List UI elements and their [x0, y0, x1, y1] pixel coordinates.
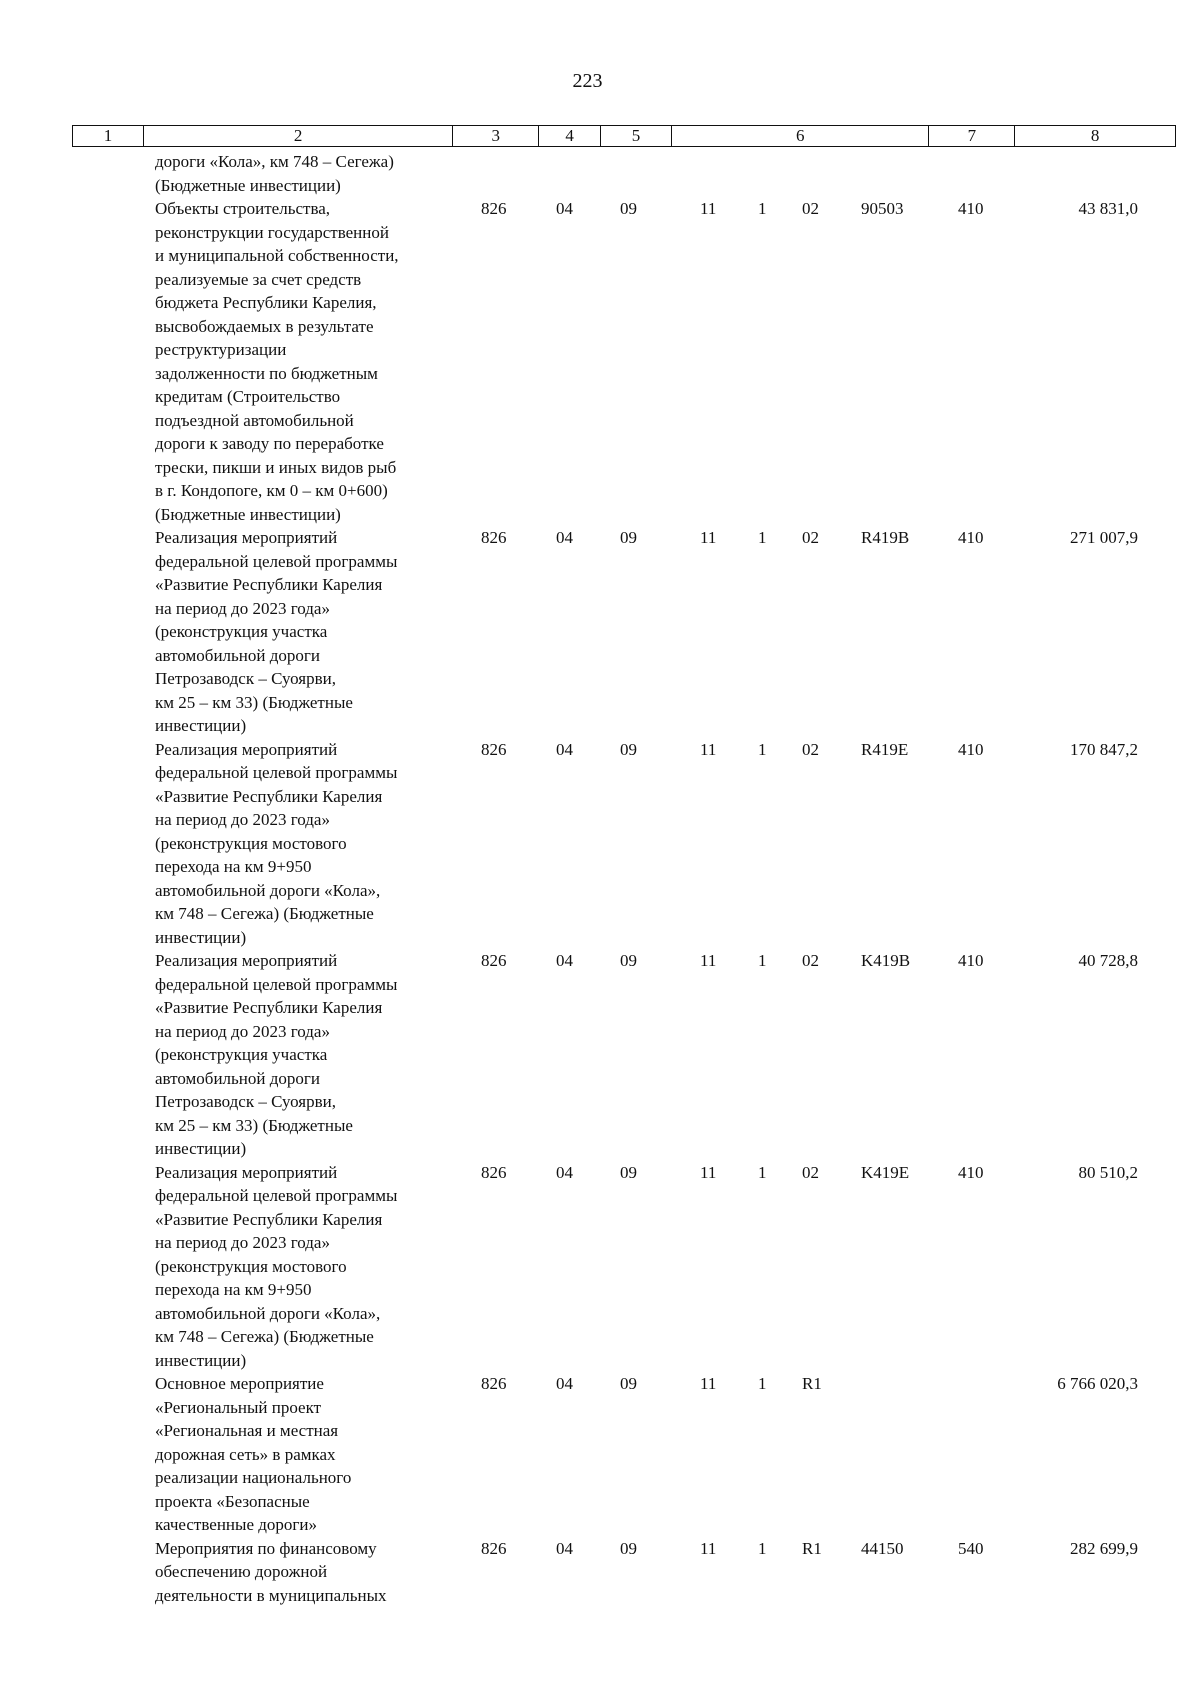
section-code: 04 — [556, 199, 573, 218]
row-name: Мероприятия по финансовому обеспечению дорожной деятельности в муниципальных — [155, 1538, 387, 1605]
amount: 80 510,2 — [1078, 1162, 1138, 1182]
subsection-code: 09 — [620, 951, 637, 970]
direction-code: K419B — [861, 951, 911, 970]
table-row — [0, 1161, 1200, 1373]
program-code: 11 — [700, 1538, 717, 1558]
row-name: Основное мероприятие «Региональный проект «Региональная и местная дорожная сеть» в рамках реализации национального проекта «Безопасные качественные дороги» — [155, 1374, 352, 1534]
table-row — [0, 738, 1200, 950]
column-header-6: 6 — [672, 126, 930, 146]
subprogram-code: 1 — [758, 199, 767, 218]
table-row — [0, 150, 1200, 197]
subprogram-code: 1 — [758, 951, 767, 970]
event-code: 02 — [802, 739, 819, 759]
subsection-code: 09 — [620, 1162, 637, 1182]
section-code: 04 — [556, 1538, 573, 1558]
direction-code: R419E — [861, 739, 909, 759]
program-code: 11 — [700, 1162, 717, 1182]
ministry-code: 826 — [481, 199, 507, 218]
event-code: 02 — [802, 199, 819, 218]
row-name: Реализация мероприятий федеральной целевой программы «Развитие Республики Карелия на период до 2023 года» (реконструкция мостового перехода на км 9+950 автомобильной дороги «Кола», км 748 – Сегежа) (Бюджетные инвестиции) — [155, 1162, 398, 1370]
event-code: R1 — [802, 1374, 822, 1393]
table-header-row — [72, 125, 1176, 147]
section-code: 04 — [556, 528, 573, 547]
expense-type-code: 410 — [958, 739, 984, 759]
table-row — [0, 1372, 1200, 1537]
program-code: 11 — [700, 739, 717, 759]
table-row — [0, 526, 1200, 738]
column-header-7: 7 — [929, 126, 1015, 146]
section-code: 04 — [556, 739, 573, 759]
subprogram-code: 1 — [758, 528, 767, 547]
expense-type-code: 410 — [958, 199, 984, 218]
subprogram-code: 1 — [758, 1162, 767, 1182]
amount: 43 831,0 — [1078, 199, 1138, 218]
column-header-8: 8 — [1090, 126, 1100, 145]
expense-type-code: 410 — [958, 1162, 984, 1182]
subprogram-code: 1 — [758, 739, 767, 759]
expense-type-code: 410 — [958, 528, 984, 547]
subprogram-code: 1 — [758, 1374, 767, 1393]
amount: 271 007,9 — [1070, 528, 1138, 547]
column-header-2: 2 — [144, 126, 453, 146]
program-code: 11 — [700, 199, 717, 218]
program-code: 11 — [700, 951, 717, 970]
ministry-code: 826 — [481, 1538, 507, 1558]
direction-code: K419E — [861, 1162, 910, 1182]
event-code: 02 — [802, 1162, 819, 1182]
subsection-code: 09 — [620, 1538, 637, 1558]
direction-code: 44150 — [861, 1538, 904, 1558]
subprogram-code: 1 — [758, 1538, 767, 1558]
ministry-code: 826 — [481, 739, 507, 759]
section-code: 04 — [556, 1374, 573, 1393]
column-header-3: 3 — [453, 126, 539, 146]
amount: 170 847,2 — [1070, 739, 1138, 759]
subsection-code: 09 — [620, 1374, 637, 1393]
subsection-code: 09 — [620, 199, 637, 218]
column-header-4: 4 — [539, 126, 601, 146]
row-name: Реализация мероприятий федеральной целевой программы «Развитие Республики Карелия на период до 2023 года» (реконструкция участка автомобильной дороги Петрозаводск – Суоярви, км 25 – км 33) (Бюджетные инвестиции) — [155, 528, 398, 735]
row-name: Объекты строительства, реконструкции государственной и муниципальной собственности, реализуемые за счет средств бюджета Республики Карелия, высвобождаемых в результате реструктуризации задолженности по бюджетным кредитам (Строительство подъездной автомобильной дороги к заводу по переработке трески, пикши и иных видов рыб в г. Кондопоге, км 0 – км 0+600) (Бюджетные инвестиции) — [155, 199, 399, 524]
section-code: 04 — [556, 951, 573, 970]
program-code: 11 — [700, 528, 717, 547]
program-code: 11 — [700, 1374, 717, 1393]
section-code: 04 — [556, 1162, 573, 1182]
amount: 40 728,8 — [1078, 951, 1138, 970]
event-code: R1 — [802, 1538, 822, 1558]
event-code: 02 — [802, 951, 819, 970]
event-code: 02 — [802, 528, 819, 547]
column-header-5: 5 — [601, 126, 672, 146]
amount: 282 699,9 — [1070, 1538, 1138, 1558]
expense-type-code: 540 — [958, 1538, 984, 1558]
subsection-code: 09 — [620, 739, 637, 759]
table-row — [0, 197, 1200, 526]
table-row — [0, 949, 1200, 1161]
ministry-code: 826 — [481, 1374, 507, 1393]
ministry-code: 826 — [481, 1162, 507, 1182]
expense-type-code: 410 — [958, 951, 984, 970]
table-body — [0, 150, 1200, 1607]
ministry-code: 826 — [481, 528, 507, 547]
direction-code: R419B — [861, 528, 910, 547]
page-number: 223 — [572, 70, 603, 92]
amount: 6 766 020,3 — [1057, 1374, 1138, 1393]
column-header-1: 1 — [73, 126, 144, 146]
subsection-code: 09 — [620, 528, 637, 547]
row-name: дороги «Кола», км 748 – Сегежа) (Бюджетные инвестиции) — [155, 152, 394, 195]
row-name: Реализация мероприятий федеральной целевой программы «Развитие Республики Карелия на период до 2023 года» (реконструкция участка автомобильной дороги Петрозаводск – Суоярви, км 25 – км 33) (Бюджетные инвестиции) — [155, 951, 398, 1158]
table-row — [0, 1537, 1200, 1608]
ministry-code: 826 — [481, 951, 507, 970]
row-name: Реализация мероприятий федеральной целевой программы «Развитие Республики Карелия на период до 2023 года» (реконструкция мостового перехода на км 9+950 автомобильной дороги «Кола», км 748 – Сегежа) (Бюджетные инвестиции) — [155, 739, 398, 947]
direction-code: 90503 — [861, 199, 904, 218]
